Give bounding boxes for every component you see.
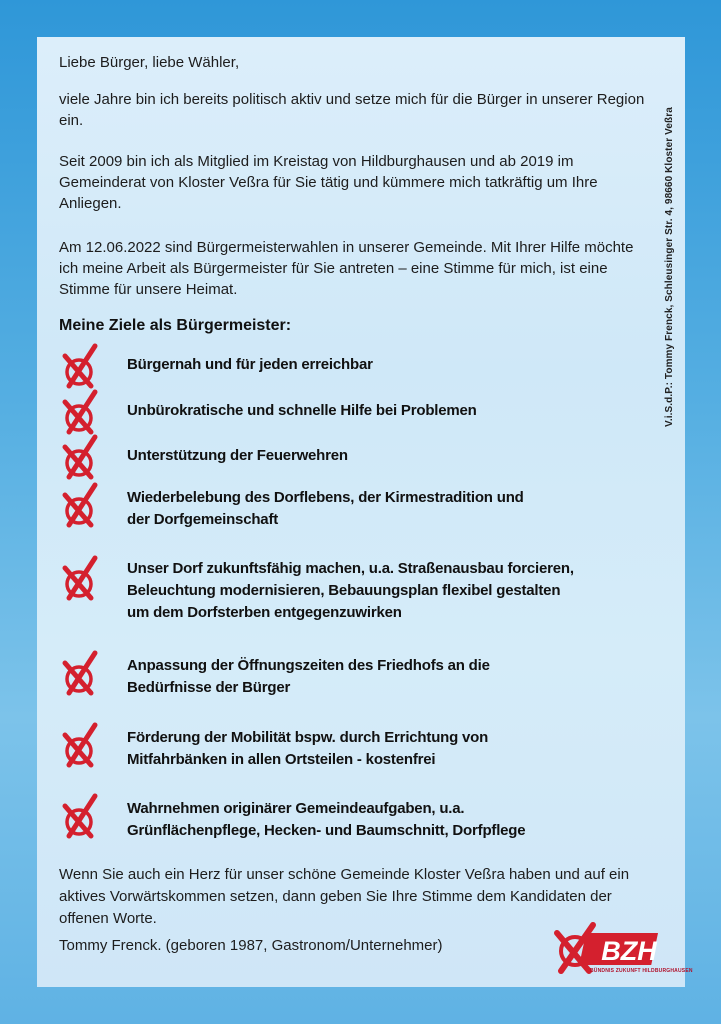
goal-item <box>59 342 659 392</box>
signature: Tommy Frenck. (geboren 1987, Gastronom/Unternehmer) <box>59 937 443 954</box>
cross-checkbox-icon <box>61 481 101 529</box>
goal-item <box>59 388 659 438</box>
greeting: Liebe Bürger, liebe Wähler, <box>59 54 240 71</box>
goal-text: Unbürokratische und schnelle Hilfe bei Problemen <box>127 402 477 419</box>
goal-text: Förderung der Mobilität bspw. durch Errichtung von <box>127 729 489 746</box>
logo-subtitle: BÜNDNIS ZUKUNFT HILDBURGHAUSEN <box>590 968 693 974</box>
goal-text: Bürgernah und für jeden erreichbar <box>127 356 373 373</box>
paragraph-3: Am 12.06.2022 sind Bürgermeisterwahlen in unserer Gemeinde. Mit Ihrer Hilfe möchte ich meine Arbeit als Bürgermeister für Sie antreten – eine Stimme für mich, ist eine Stimme für unsere Heimat. <box>59 239 634 298</box>
goal-text: Grünflächenpflege, Hecken- und Baumschnitt, Dorfpflege <box>127 822 526 839</box>
cross-checkbox-icon <box>61 649 101 697</box>
goal-text: Unser Dorf zukunftsfähig machen, u.a. Straßenausbau forcieren, <box>127 560 574 577</box>
cross-checkbox-icon <box>61 792 101 840</box>
goal-text: der Dorfgemeinschaft <box>127 511 279 528</box>
cross-checkbox-icon <box>61 388 101 436</box>
goal-text: Anpassung der Öffnungszeiten des Friedhofs an die <box>127 657 490 674</box>
goal-text: Bedürfnisse der Bürger <box>127 679 291 696</box>
goals-heading: Meine Ziele als Bürgermeister: <box>59 317 292 334</box>
closing-paragraph: Wenn Sie auch ein Herz für unser schöne Gemeinde Kloster Veßra haben und auf ein aktives Vorwärtskommen setzen, dann geben Sie Ihre Stimme dem Kandidaten der offenen Worte. <box>59 866 630 927</box>
goal-text: Wiederbelebung des Dorflebens, der Kirmestradition und <box>127 489 524 506</box>
goal-item <box>59 649 659 699</box>
goal-text: Beleuchtung modernisieren, Bebauungsplan flexibel gestalten <box>127 582 561 599</box>
paragraph-1: viele Jahre bin ich bereits politisch aktiv und setze mich für die Bürger in unserer Region ein. <box>59 91 645 129</box>
goal-item <box>59 792 659 842</box>
goal-text: Unterstützung der Feuerwehren <box>127 447 348 464</box>
goal-item <box>59 481 659 531</box>
paragraph-2: Seit 2009 bin ich als Mitglied im Kreistag von Hildburghausen und ab 2019 im Gemeinderat von Kloster Veßra für Sie tätig und kümmere mich tatkräftig um Ihre Anliegen. <box>59 153 598 212</box>
flyer-panel <box>37 37 693 987</box>
goal-item <box>59 433 659 483</box>
cross-checkbox-icon <box>61 721 101 769</box>
goal-item <box>59 554 659 621</box>
cross-checkbox-icon <box>61 342 101 390</box>
logo-text: BZH <box>601 936 657 966</box>
goal-text: um dem Dorfsterben entgegenzuwirken <box>127 604 402 621</box>
goal-item <box>59 721 659 771</box>
goal-text: Mitfahrbänken in allen Ortsteilen - kostenfrei <box>127 751 436 768</box>
cross-checkbox-icon <box>61 554 101 602</box>
cross-checkbox-icon <box>61 433 101 481</box>
imprint-text: V.i.S.d.P.: Tommy Frenck, Schleusinger Str. 4, 98660 Kloster Veßra <box>664 107 675 427</box>
goal-text: Wahrnehmen originärer Gemeindeaufgaben, u.a. <box>127 800 465 817</box>
